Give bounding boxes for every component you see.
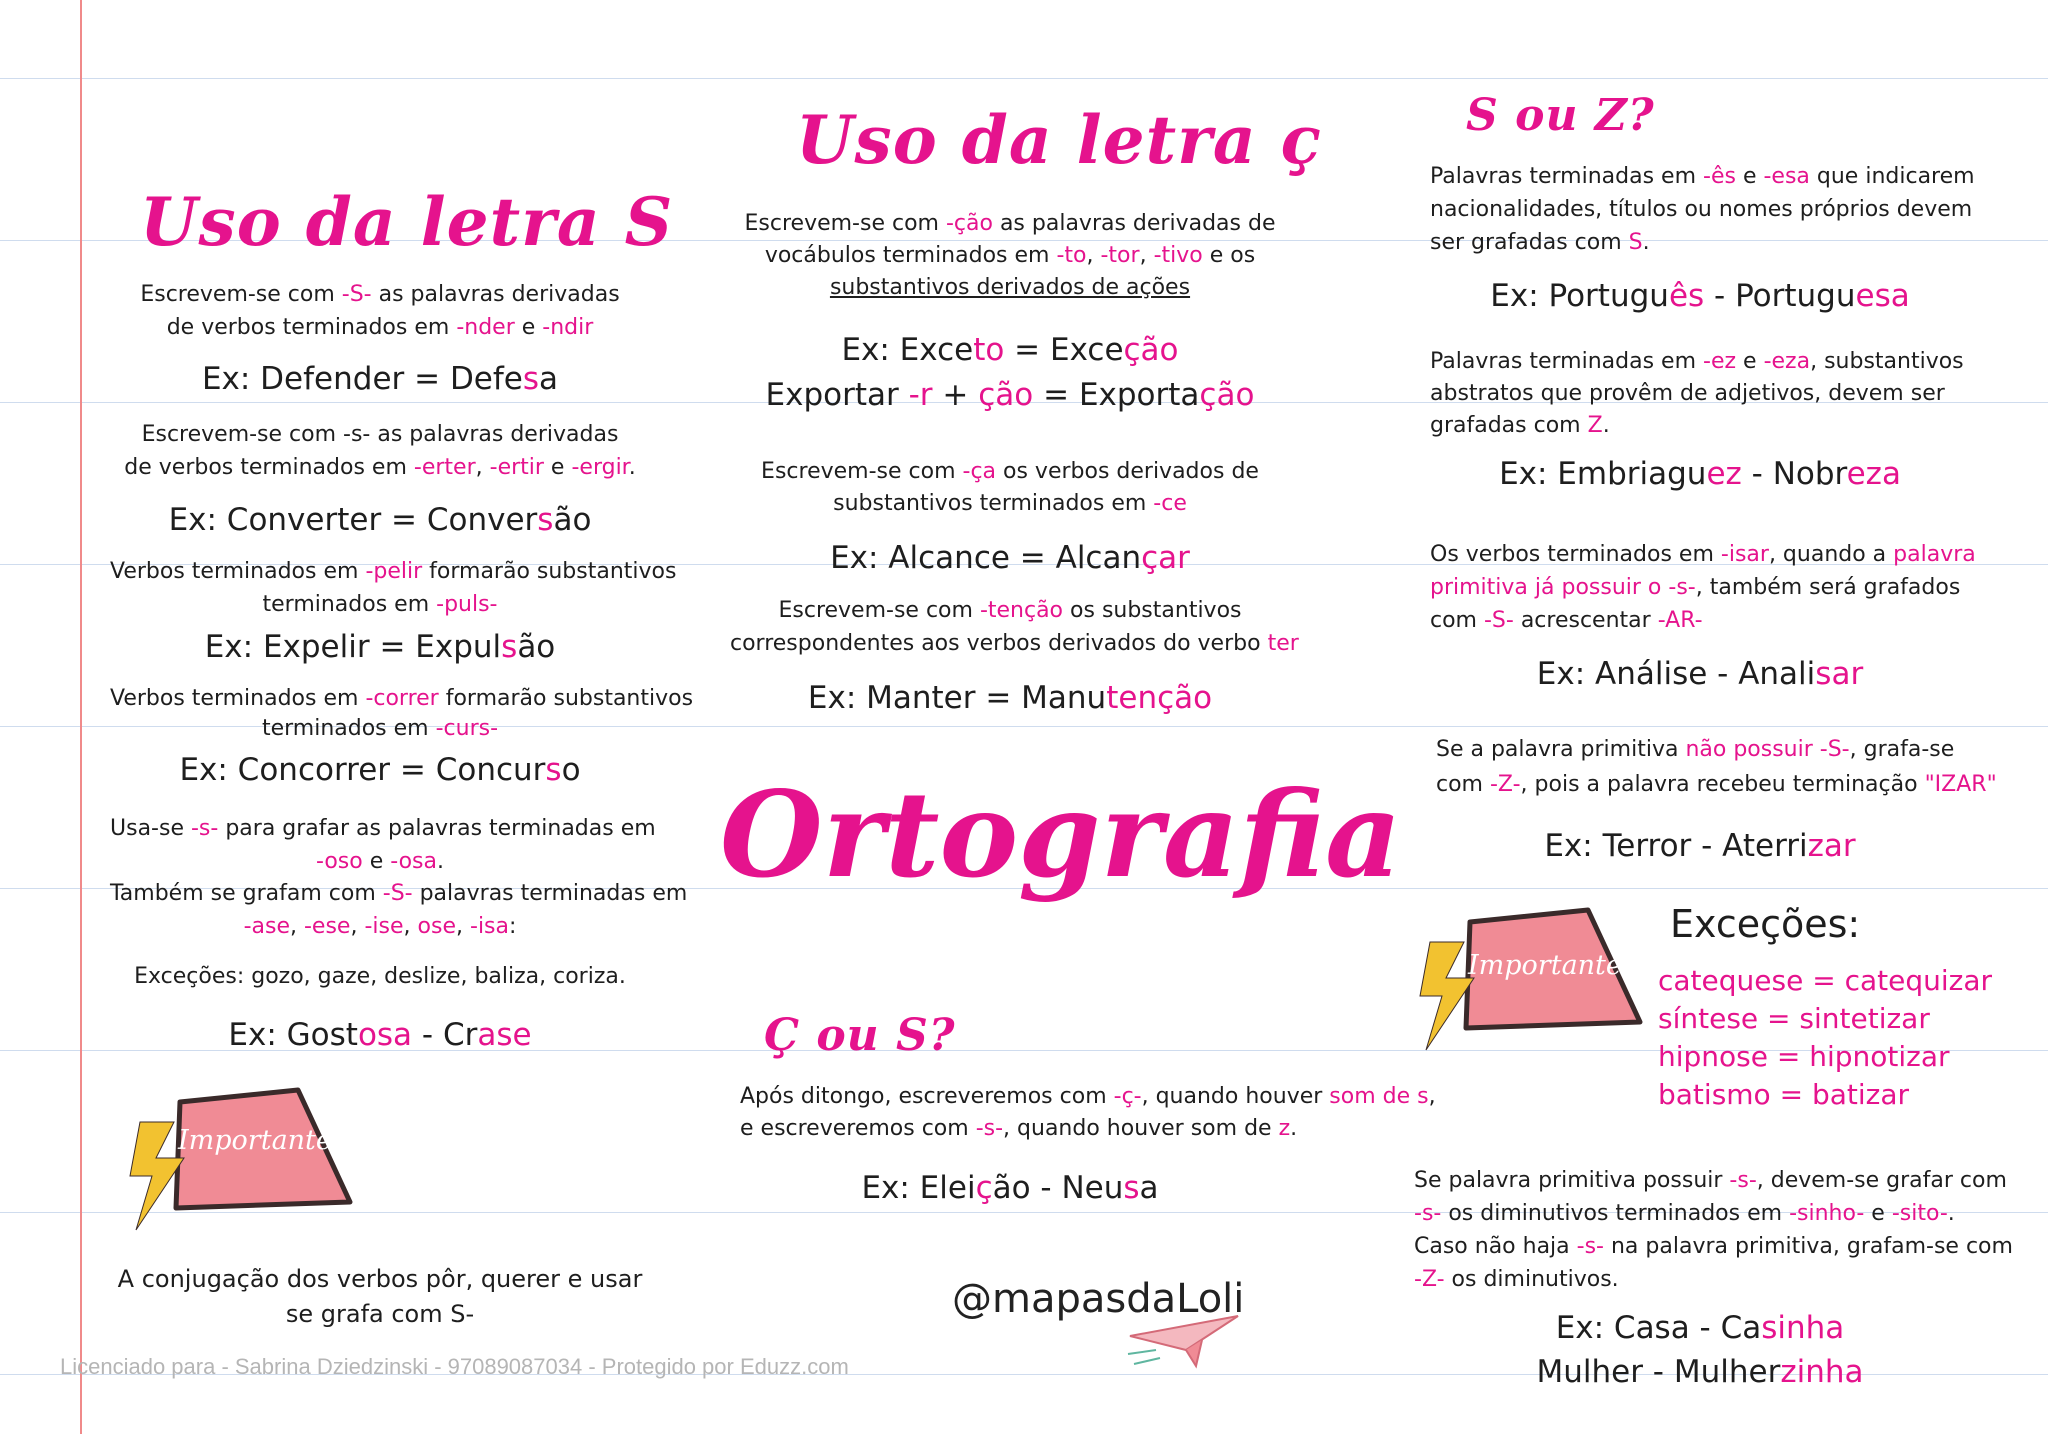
c-rule-1c: substantivos derivados de ações	[829, 275, 1191, 300]
c-rule-2b: substantivos terminados em -ce	[833, 491, 1187, 516]
exceptions-title: Exceções:	[1670, 902, 1861, 946]
author-handle: @mapasdaLoli	[952, 1276, 1245, 1322]
exceptions-s: Exceções: gozo, gaze, deslize, baliza, coriza.	[134, 964, 626, 989]
z-rule-1b: nacionalidades, títulos ou nomes próprios devem	[1430, 197, 1973, 222]
z-rule-3a: Os verbos terminados em -isar, quando a palavra	[1430, 542, 1976, 567]
title-letra-c: Uso da letra ç	[796, 101, 1322, 179]
title-c-ou-s: Ç ou S?	[764, 1010, 956, 1061]
example-casa: Ex: Casa - Casinha	[1555, 1310, 1845, 1346]
rule-5c: Também se grafam com -S- palavras terminadas em	[110, 881, 688, 906]
example-eleicao: Ex: Eleição - Neusa	[861, 1170, 1159, 1206]
example-embriaguez: Ex: Embriaguez - Nobreza	[1499, 456, 1901, 492]
important-badge	[128, 1080, 358, 1240]
example-manter: Ex: Manter = Manutenção	[807, 680, 1213, 716]
rule-3a: Verbos terminados em -pelir formarão substantivos	[110, 559, 677, 584]
rule-3b: terminados em -puls-	[262, 592, 498, 617]
exception-item: hipnose = hipnotizar	[1658, 1040, 1950, 1073]
example-mulher: Mulher - Mulherzinha	[1536, 1354, 1864, 1390]
paper-plane-icon	[1126, 1310, 1246, 1370]
example-gostosa: Ex: Gostosa - Crase	[228, 1017, 532, 1053]
title-s-ou-z: S ou Z?	[1466, 90, 1655, 141]
z-rule-5d: -Z- os diminutivos.	[1414, 1267, 1619, 1292]
rule-1a: Escrevem-se com -S- as palavras derivadas	[140, 282, 620, 307]
rule-2a: Escrevem-se com -s- as palavras derivadas	[141, 422, 619, 447]
rule-5b: -oso e -osa.	[315, 849, 444, 874]
rule-4a: Verbos terminados em -correr formarão substantivos	[110, 686, 694, 711]
c-rule-1a: Escrevem-se com -ção as palavras derivadas de	[744, 211, 1276, 236]
example-defender: Ex: Defender = Defesa	[201, 361, 559, 397]
important-label: Importante	[178, 1125, 332, 1156]
example-analise: Ex: Análise - Analisar	[1536, 656, 1864, 692]
exception-item: catequese = catequizar	[1658, 964, 1993, 997]
z-rule-1c: ser grafadas com S.	[1430, 230, 1650, 255]
rule-2b: de verbos terminados em -erter, -ertir e -ergir.	[124, 455, 636, 480]
title-letra-s: Uso da letra S	[140, 183, 674, 261]
z-rule-5c: Caso não haja -s- na palavra primitiva, grafam-se com	[1414, 1234, 2013, 1259]
example-portugues: Ex: Português - Portuguesa	[1490, 278, 1910, 314]
example-expelir: Ex: Expelir = Expulsão	[204, 629, 556, 665]
rule-1b: de verbos terminados em -nder e -ndir	[166, 315, 594, 340]
license-watermark: Licenciado para - Sabrina Dziedzinski - 97089087034 - Protegido por Eduzz.com	[60, 1354, 849, 1379]
example-exceto: Ex: Exceto = Exceção	[841, 332, 1179, 368]
z-rule-3c: com -S- acrescentar -AR-	[1430, 608, 1703, 633]
z-rule-2b: abstratos que provêm de adjetivos, devem ser	[1430, 381, 1945, 406]
z-rule-5b: -s- os diminutivos terminados em -sinho- e -sito-.	[1414, 1201, 1955, 1226]
note-a: A conjugação dos verbos pôr, querer e usar	[117, 1265, 643, 1293]
z-rule-2c: grafadas com Z.	[1430, 413, 1610, 438]
z-rule-1a: Palavras terminadas em -ês e -esa que indicarem	[1430, 164, 1975, 189]
z-rule-3b: primitiva já possuir o -s-, também será grafados	[1430, 575, 1961, 600]
example-converter: Ex: Converter = Conversão	[168, 502, 592, 538]
c-rule-4b: e escreveremos com -s-, quando houver som de z.	[740, 1116, 1298, 1141]
c-rule-4a: Após ditongo, escreveremos com -ç-, quando houver som de s,	[740, 1084, 1436, 1109]
example-exportar: Exportar -r + ção = Exportação	[765, 377, 1255, 413]
exception-item: batismo = batizar	[1658, 1078, 1910, 1111]
note-b: se grafa com S-	[285, 1300, 475, 1328]
main-title-ortografia: Ortografia	[720, 765, 1402, 904]
important-label: Importante	[1468, 950, 1622, 981]
z-rule-2a: Palavras terminadas em -ez e -eza, substantivos	[1430, 349, 1964, 374]
c-rule-3a: Escrevem-se com -tenção os substantivos	[778, 598, 1242, 623]
z-rule-4a: Se a palavra primitiva não possuir -S-, grafa-se	[1436, 737, 1955, 762]
rule-5d: -ase, -ese, -ise, ose, -isa:	[243, 914, 517, 939]
z-rule-5a: Se palavra primitiva possuir -s-, devem-se grafar com	[1414, 1168, 2007, 1193]
c-rule-1b: vocábulos terminados em -to, -tor, -tivo e os	[764, 243, 1256, 268]
c-rule-3b: correspondentes aos verbos derivados do verbo ter	[730, 631, 1299, 656]
rule-5a: Usa-se -s- para grafar as palavras terminadas em	[110, 816, 656, 841]
example-concorrer: Ex: Concorrer = Concurso	[179, 752, 581, 788]
z-rule-4b: com -Z-, pois a palavra recebeu terminação "IZAR"	[1436, 772, 1997, 797]
example-terror: Ex: Terror - Aterrizar	[1544, 828, 1856, 864]
margin-line	[80, 0, 82, 1434]
rule-4b: terminados em -curs-	[261, 716, 499, 741]
example-alcance: Ex: Alcance = Alcançar	[830, 540, 1190, 576]
exception-item: síntese = sintetizar	[1658, 1002, 1930, 1035]
c-rule-2a: Escrevem-se com -ça os verbos derivados de	[761, 459, 1259, 484]
